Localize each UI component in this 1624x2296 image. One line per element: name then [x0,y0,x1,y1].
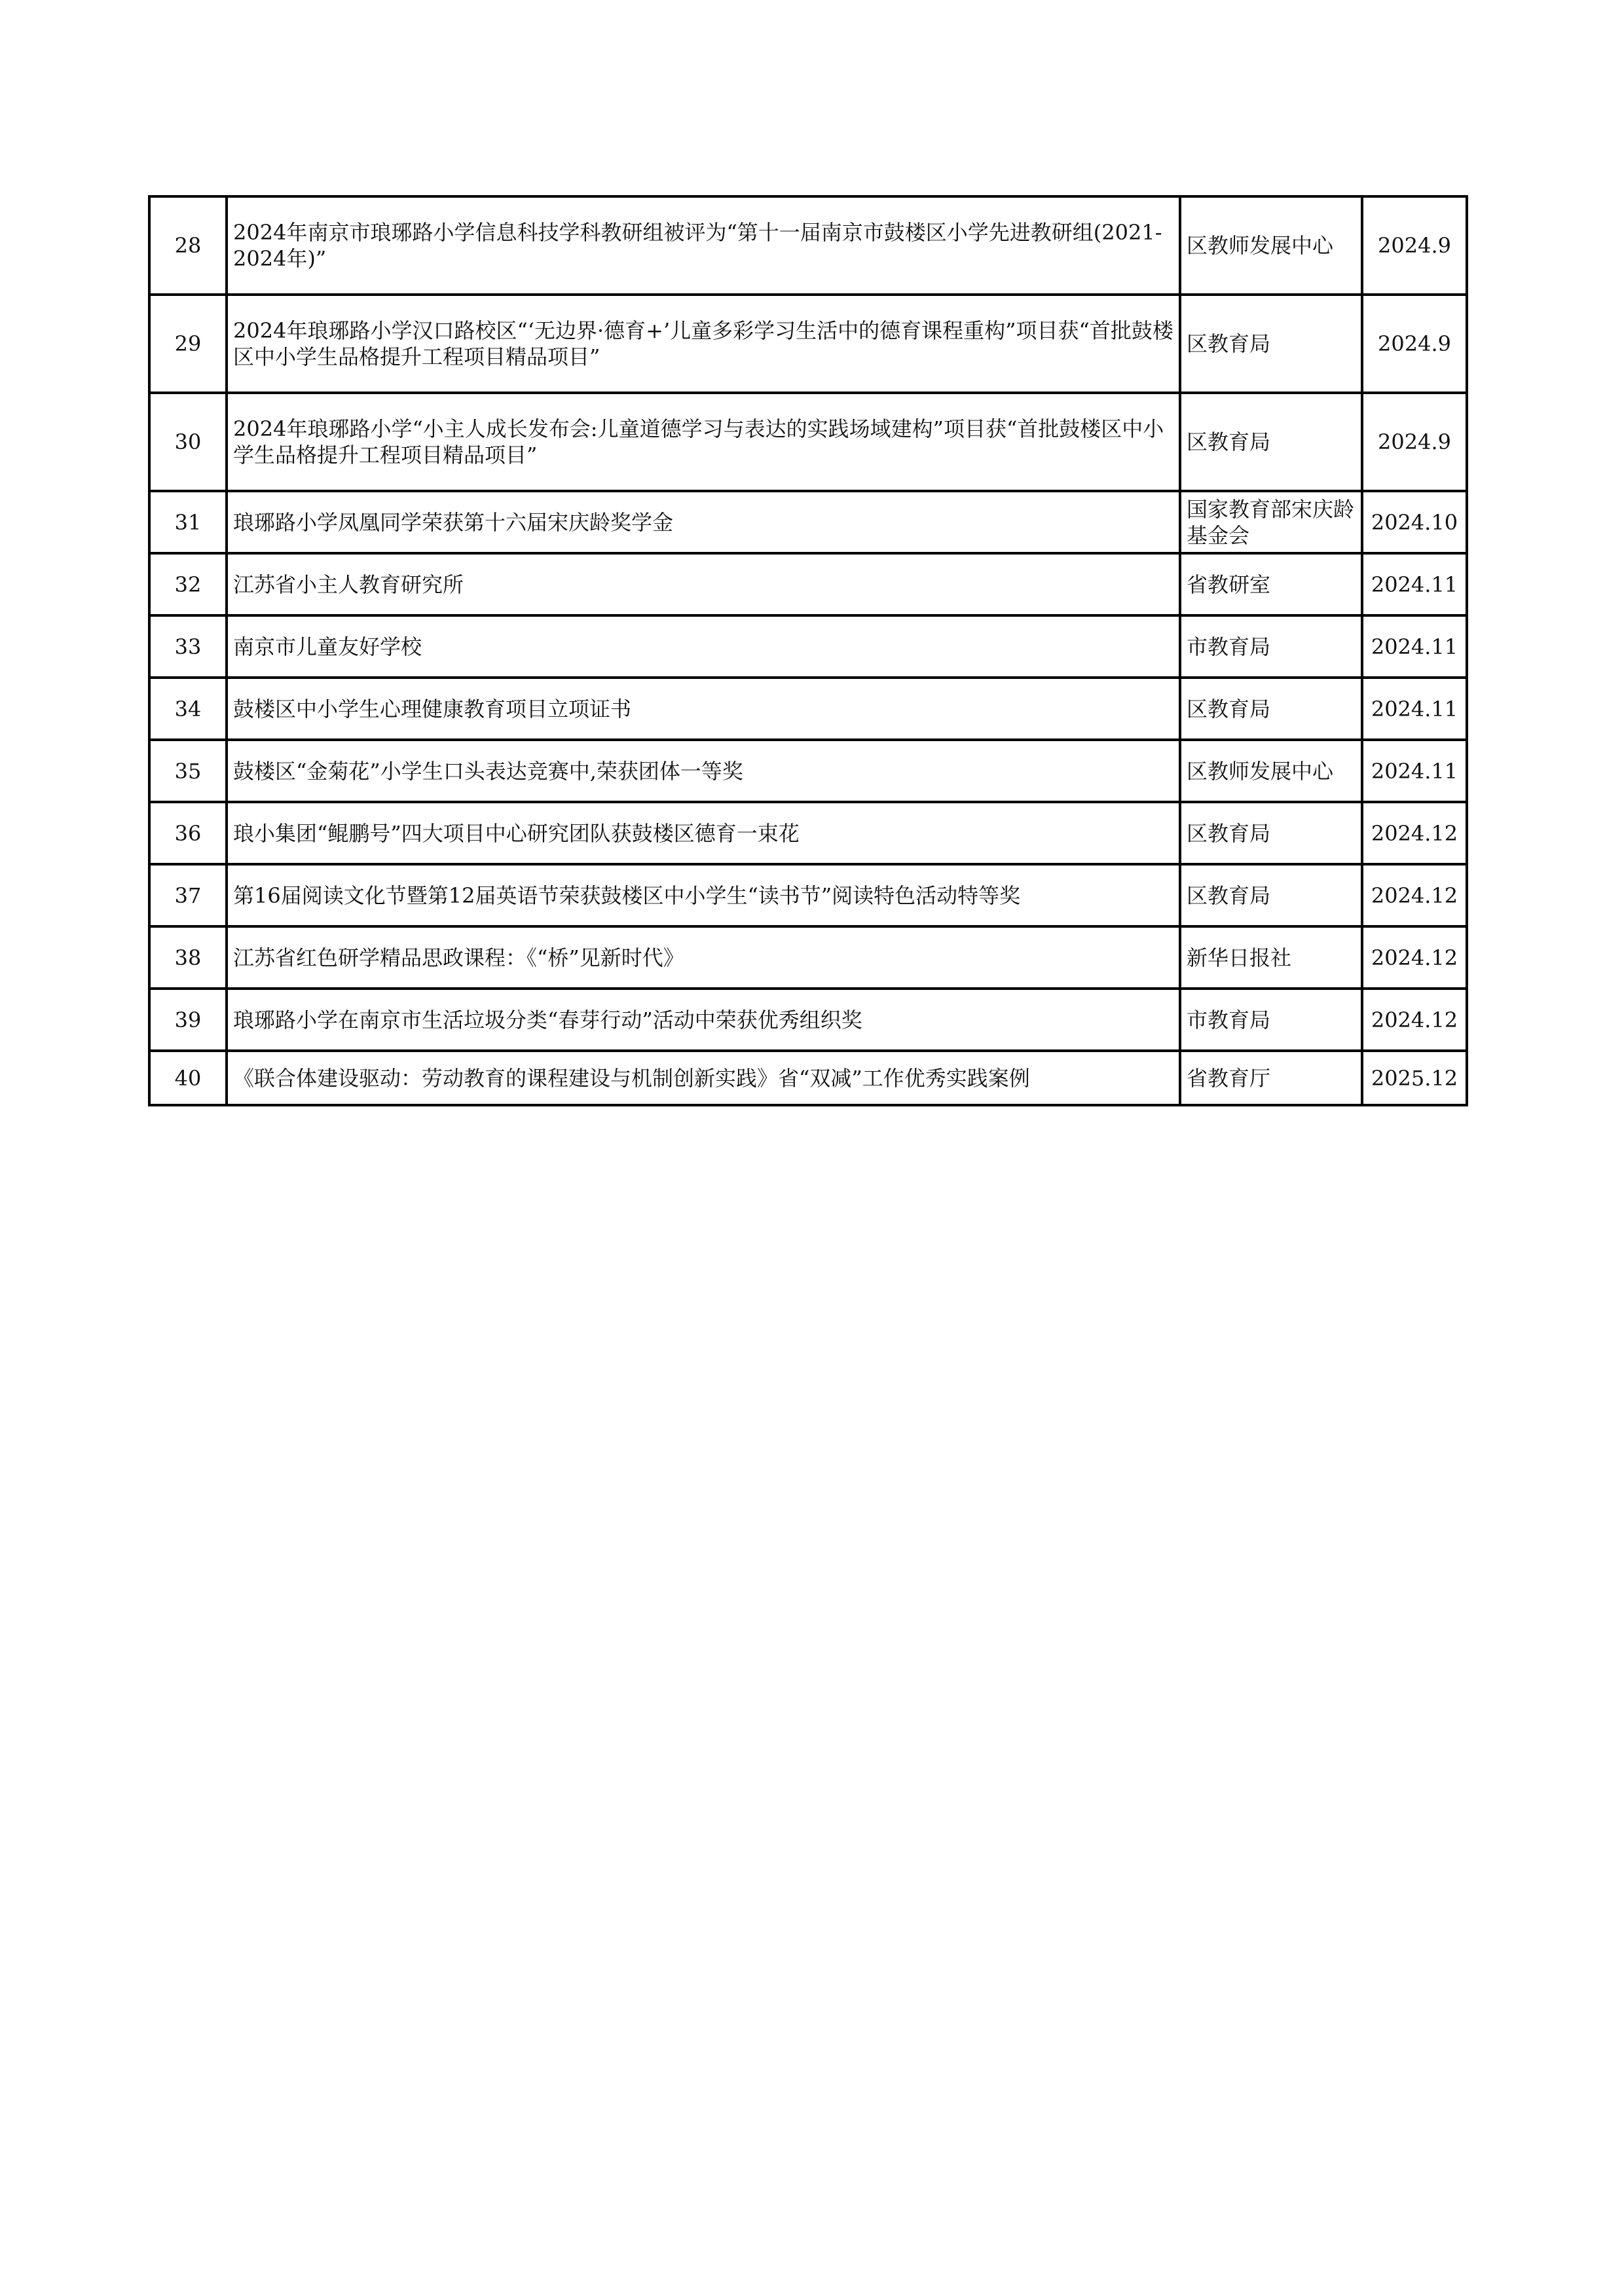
award-date: 2024.9 [1362,295,1467,393]
issuing-body: 省教育厅 [1180,1051,1362,1105]
award-date: 2025.12 [1362,1051,1467,1105]
award-title: 江苏省红色研学精品思政课程：《“桥”见新时代》 [227,926,1180,989]
award-date: 2024.10 [1362,491,1467,553]
table-row [149,989,1467,1051]
row-number: 35 [149,740,227,802]
table-row [149,1051,1467,1105]
row-number: 37 [149,864,227,926]
issuing-body: 市教育局 [1180,615,1362,678]
award-date: 2024.9 [1362,393,1467,491]
award-title: 2024年琅琊路小学汉口路校区“‘无边界·德育+’儿童多彩学习生活中的德育课程重构”项目获“首批鼓楼区中小学生品格提升工程项目精品项目” [227,295,1180,393]
table-row [149,678,1467,740]
row-number: 39 [149,989,227,1051]
row-number: 38 [149,926,227,989]
row-number: 36 [149,802,227,864]
table-row [149,615,1467,678]
table-row [149,491,1467,553]
award-title: 鼓楼区“金菊花”小学生口头表达竞赛中,荣获团体一等奖 [227,740,1180,802]
award-date: 2024.11 [1362,740,1467,802]
table-row [149,926,1467,989]
award-date: 2024.11 [1362,615,1467,678]
table-row [149,196,1467,295]
award-title: 琅琊路小学凤凰同学荣获第十六届宋庆龄奖学金 [227,491,1180,553]
award-title: 琅琊路小学在南京市生活垃圾分类“春芽行动”活动中荣获优秀组织奖 [227,989,1180,1051]
award-title: 琅小集团“鲲鹏号”四大项目中心研究团队获鼓楼区德育一束花 [227,802,1180,864]
table-row [149,393,1467,491]
award-title-cell [227,1051,1180,1105]
row-number: 33 [149,615,227,678]
table-row [149,295,1467,393]
issuing-body: 区教育局 [1180,393,1362,491]
row-number: 32 [149,553,227,615]
award-date: 2024.12 [1362,864,1467,926]
award-title: 南京市儿童友好学校 [227,615,1180,678]
row-number: 30 [149,393,227,491]
award-date: 2024.12 [1362,926,1467,989]
award-title: 鼓楼区中小学生心理健康教育项目立项证书 [227,678,1180,740]
award-title: 2024年南京市琅琊路小学信息科技学科教研组被评为“第十一届南京市鼓楼区小学先进教研组(2021-2024年)” [227,196,1180,295]
row-number: 28 [149,196,227,295]
table-row [149,864,1467,926]
award-title: 江苏省小主人教育研究所 [227,553,1180,615]
award-title: 第16届阅读文化节暨第12届英语节荣获鼓楼区中小学生“读书节”阅读特色活动特等奖 [227,864,1180,926]
award-date: 2024.11 [1362,553,1467,615]
award-date: 2024.12 [1362,989,1467,1051]
issuing-body: 市教育局 [1180,989,1362,1051]
row-number: 31 [149,491,227,553]
table-row [149,740,1467,802]
issuing-body: 区教师发展中心 [1180,740,1362,802]
issuing-body: 区教师发展中心 [1180,196,1362,295]
issuing-body: 新华日报社 [1180,926,1362,989]
awards-table [148,195,1468,1106]
row-number: 34 [149,678,227,740]
row-number: 40 [149,1051,227,1105]
table-row [149,802,1467,864]
award-date: 2024.9 [1362,196,1467,295]
table-row [149,553,1467,615]
award-date: 2024.12 [1362,802,1467,864]
issuing-body: 国家教育部宋庆龄基金会 [1180,491,1362,553]
award-date: 2024.11 [1362,678,1467,740]
award-title: 《联合体建设驱动：劳动教育的课程建设与机制创新实践》省“双减”工作优秀实践案例 [233,1065,1030,1091]
award-title: 2024年琅琊路小学“小主人成长发布会:儿童道德学习与表达的实践场域建构”项目获“首批鼓楼区中小学生品格提升工程项目精品项目” [227,393,1180,491]
issuing-body: 省教研室 [1180,553,1362,615]
issuing-body: 区教育局 [1180,678,1362,740]
row-number: 29 [149,295,227,393]
issuing-body: 区教育局 [1180,864,1362,926]
issuing-body: 区教育局 [1180,802,1362,864]
issuing-body: 区教育局 [1180,295,1362,393]
